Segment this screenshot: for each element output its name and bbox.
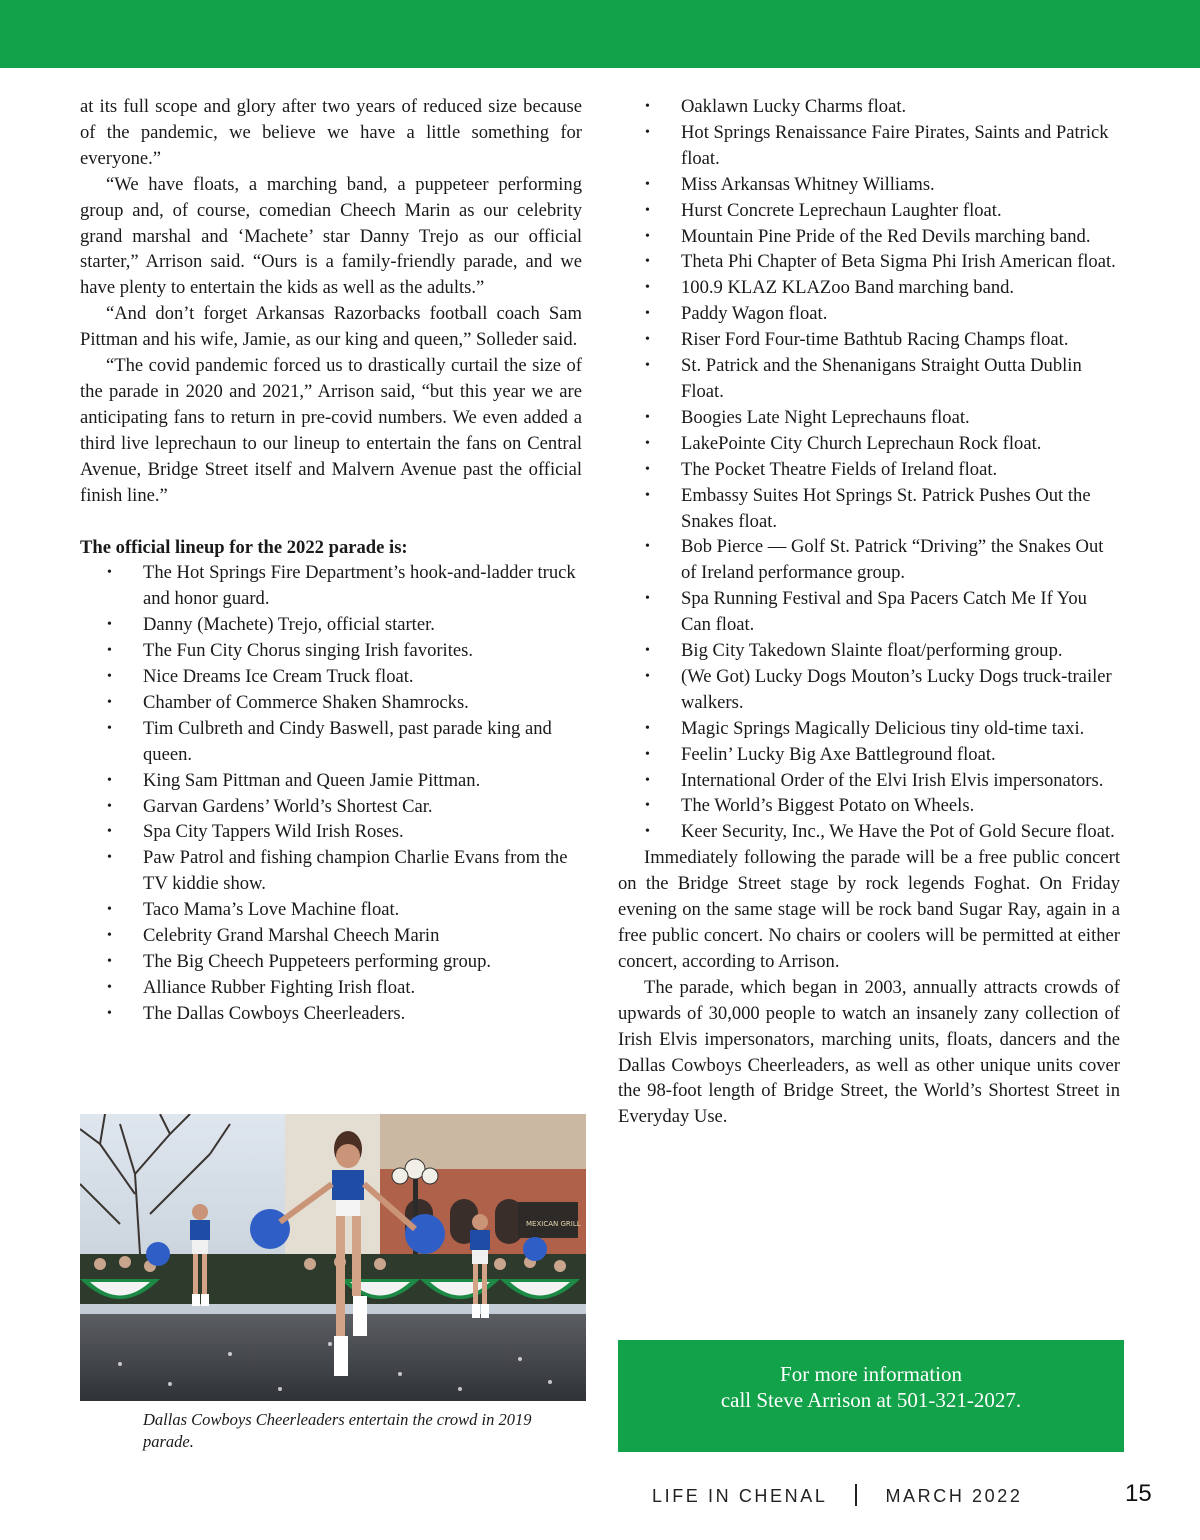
list-item: • 100.9 KLAZ KLAZoo Band marching band. [618, 275, 1120, 301]
list-item: • The Hot Springs Fire Department’s hook-and-ladder truck and honor guard. [80, 560, 582, 612]
list-item: • Alliance Rubber Fighting Irish float. [80, 975, 582, 1001]
list-item: • The Pocket Theatre Fields of Ireland float. [618, 457, 1120, 483]
left-column [80, 94, 582, 1027]
list-item: • Keer Security, Inc., We Have the Pot of Gold Secure float. [618, 819, 1120, 845]
list-item: • Tim Culbreth and Cindy Baswell, past parade king and queen. [80, 716, 582, 768]
list-item: • The Big Cheech Puppeteers performing group. [80, 949, 582, 975]
list-item: • Embassy Suites Hot Springs St. Patrick Pushes Out the Snakes float. [618, 483, 1120, 535]
list-item: • Spa City Tappers Wild Irish Roses. [80, 819, 582, 845]
publication-name: LIFE IN CHENAL [652, 1486, 828, 1506]
body-paragraph: The parade, which began in 2003, annually attracts crowds of upwards of 30,000 people to watch an insanely zany collection of Irish Elvis impersonators, marching units, floats, dancers and the Dallas Cowboys Cheerleaders, as well as other unique units cover the 98-foot length of Bridge Street, the World’s Shortest Street in Everyday Use. [618, 976, 1120, 1128]
list-item: • Nice Dreams Ice Cream Truck float. [80, 664, 582, 690]
info-box-contact-line: call Steve Arrison at 501-321-2027. [720, 1388, 1022, 1412]
info-box-line: For more information [780, 1362, 962, 1386]
contact-info-box [618, 1340, 1124, 1452]
top-color-bar [0, 0, 1200, 68]
list-item: • Garvan Gardens’ World’s Shortest Car. [80, 794, 582, 820]
svg-text:MEXICAN GRILL: MEXICAN GRILL [526, 1220, 581, 1228]
list-item: • Boogies Late Night Leprechauns float. [618, 405, 1120, 431]
body-paragraph: “The covid pandemic forced us to drastically curtail the size of the parade in 2020 and 2021,” Arrison said, “but this year we are anticipating fans to return in pre-covid numbers. We even added a third live leprechaun to our lineup to entertain the fans on Central Avenue, Bridge Street itself and Malvern Avenue past the official finish line.” [80, 355, 582, 506]
list-item: • Paw Patrol and fishing champion Charlie Evans from the TV kiddie show. [80, 845, 582, 897]
list-item: • Oaklawn Lucky Charms float. [618, 94, 1120, 120]
list-item: • Theta Phi Chapter of Beta Sigma Phi Irish American float. [618, 249, 1120, 275]
list-item: • The World’s Biggest Potato on Wheels. [618, 793, 1120, 819]
list-item: • Riser Ford Four-time Bathtub Racing Champs float. [618, 327, 1120, 353]
footer-divider [855, 1484, 857, 1506]
right-column [618, 94, 1120, 1130]
list-item: • St. Patrick and the Shenanigans Straight Outta Dublin Float. [618, 353, 1120, 405]
list-item: • Big City Takedown Slainte float/performing group. [618, 638, 1120, 664]
issue-date: MARCH 2022 [885, 1486, 1023, 1506]
body-paragraph: Immediately following the parade will be a free public concert on the Bridge Street stage by rock legends Foghat. On Friday evening on the same stage will be rock band Sugar Ray, again in a free public concert. No chairs or coolers will be permitted at either concert, according to Arrison. [618, 847, 1120, 972]
list-item: • Chamber of Commerce Shaken Shamrocks. [80, 690, 582, 716]
list-item: • Hot Springs Renaissance Faire Pirates, Saints and Patrick float. [618, 120, 1120, 172]
list-item: • Hurst Concrete Leprechaun Laughter float. [618, 198, 1120, 224]
list-item: • Miss Arkansas Whitney Williams. [618, 172, 1120, 198]
list-item: • Danny (Machete) Trejo, official starter. [80, 612, 582, 638]
lineup-list-right [618, 94, 1120, 845]
list-item: • LakePointe City Church Leprechaun Rock float. [618, 431, 1120, 457]
page-footer [652, 1484, 1022, 1507]
page-number: 15 [1125, 1480, 1152, 1507]
list-item: • Celebrity Grand Marshal Cheech Marin [80, 923, 582, 949]
list-item: • King Sam Pittman and Queen Jamie Pittman. [80, 768, 582, 794]
list-item: • (We Got) Lucky Dogs Mouton’s Lucky Dogs truck-trailer walkers. [618, 664, 1120, 716]
list-item: • Spa Running Festival and Spa Pacers Catch Me If You Can float. [618, 586, 1120, 638]
cheerleaders-photo [80, 1114, 586, 1401]
lineup-list-left [80, 560, 582, 1026]
body-paragraph: “And don’t forget Arkansas Razorbacks football coach Sam Pittman and his wife, Jamie, as our king and queen,” Solleder said. [80, 303, 582, 351]
list-item: • Taco Mama’s Love Machine float. [80, 897, 582, 923]
body-paragraph: at its full scope and glory after two years of reduced size because of the pandemic, we believe we have a little something for everyone.” [80, 96, 582, 169]
list-item: • International Order of the Elvi Irish Elvis impersonators. [618, 768, 1120, 794]
list-item: • Feelin’ Lucky Big Axe Battleground float. [618, 742, 1120, 768]
lineup-heading: The official lineup for the 2022 parade is: [80, 536, 408, 558]
list-item: • The Dallas Cowboys Cheerleaders. [80, 1001, 582, 1027]
body-paragraph: “We have floats, a marching band, a puppeteer performing group and, of course, comedian Cheech Marin as our celebrity grand marshal and ‘Machete’ star Danny Trejo as our official starter,” Arrison said. “Ours is a family-friendly parade, and we have plenty to entertain the kids as well as the adults.” [80, 173, 582, 299]
list-item: • The Fun City Chorus singing Irish favorites. [80, 638, 582, 664]
list-item: • Bob Pierce — Golf St. Patrick “Driving” the Snakes Out of Ireland performance group. [618, 534, 1120, 586]
list-item: • Magic Springs Magically Delicious tiny old-time taxi. [618, 716, 1120, 742]
list-item: • Mountain Pine Pride of the Red Devils marching band. [618, 224, 1120, 250]
list-item: • Paddy Wagon float. [618, 301, 1120, 327]
photo-caption: Dallas Cowboys Cheerleaders entertain the crowd in 2019 parade. [143, 1410, 532, 1451]
